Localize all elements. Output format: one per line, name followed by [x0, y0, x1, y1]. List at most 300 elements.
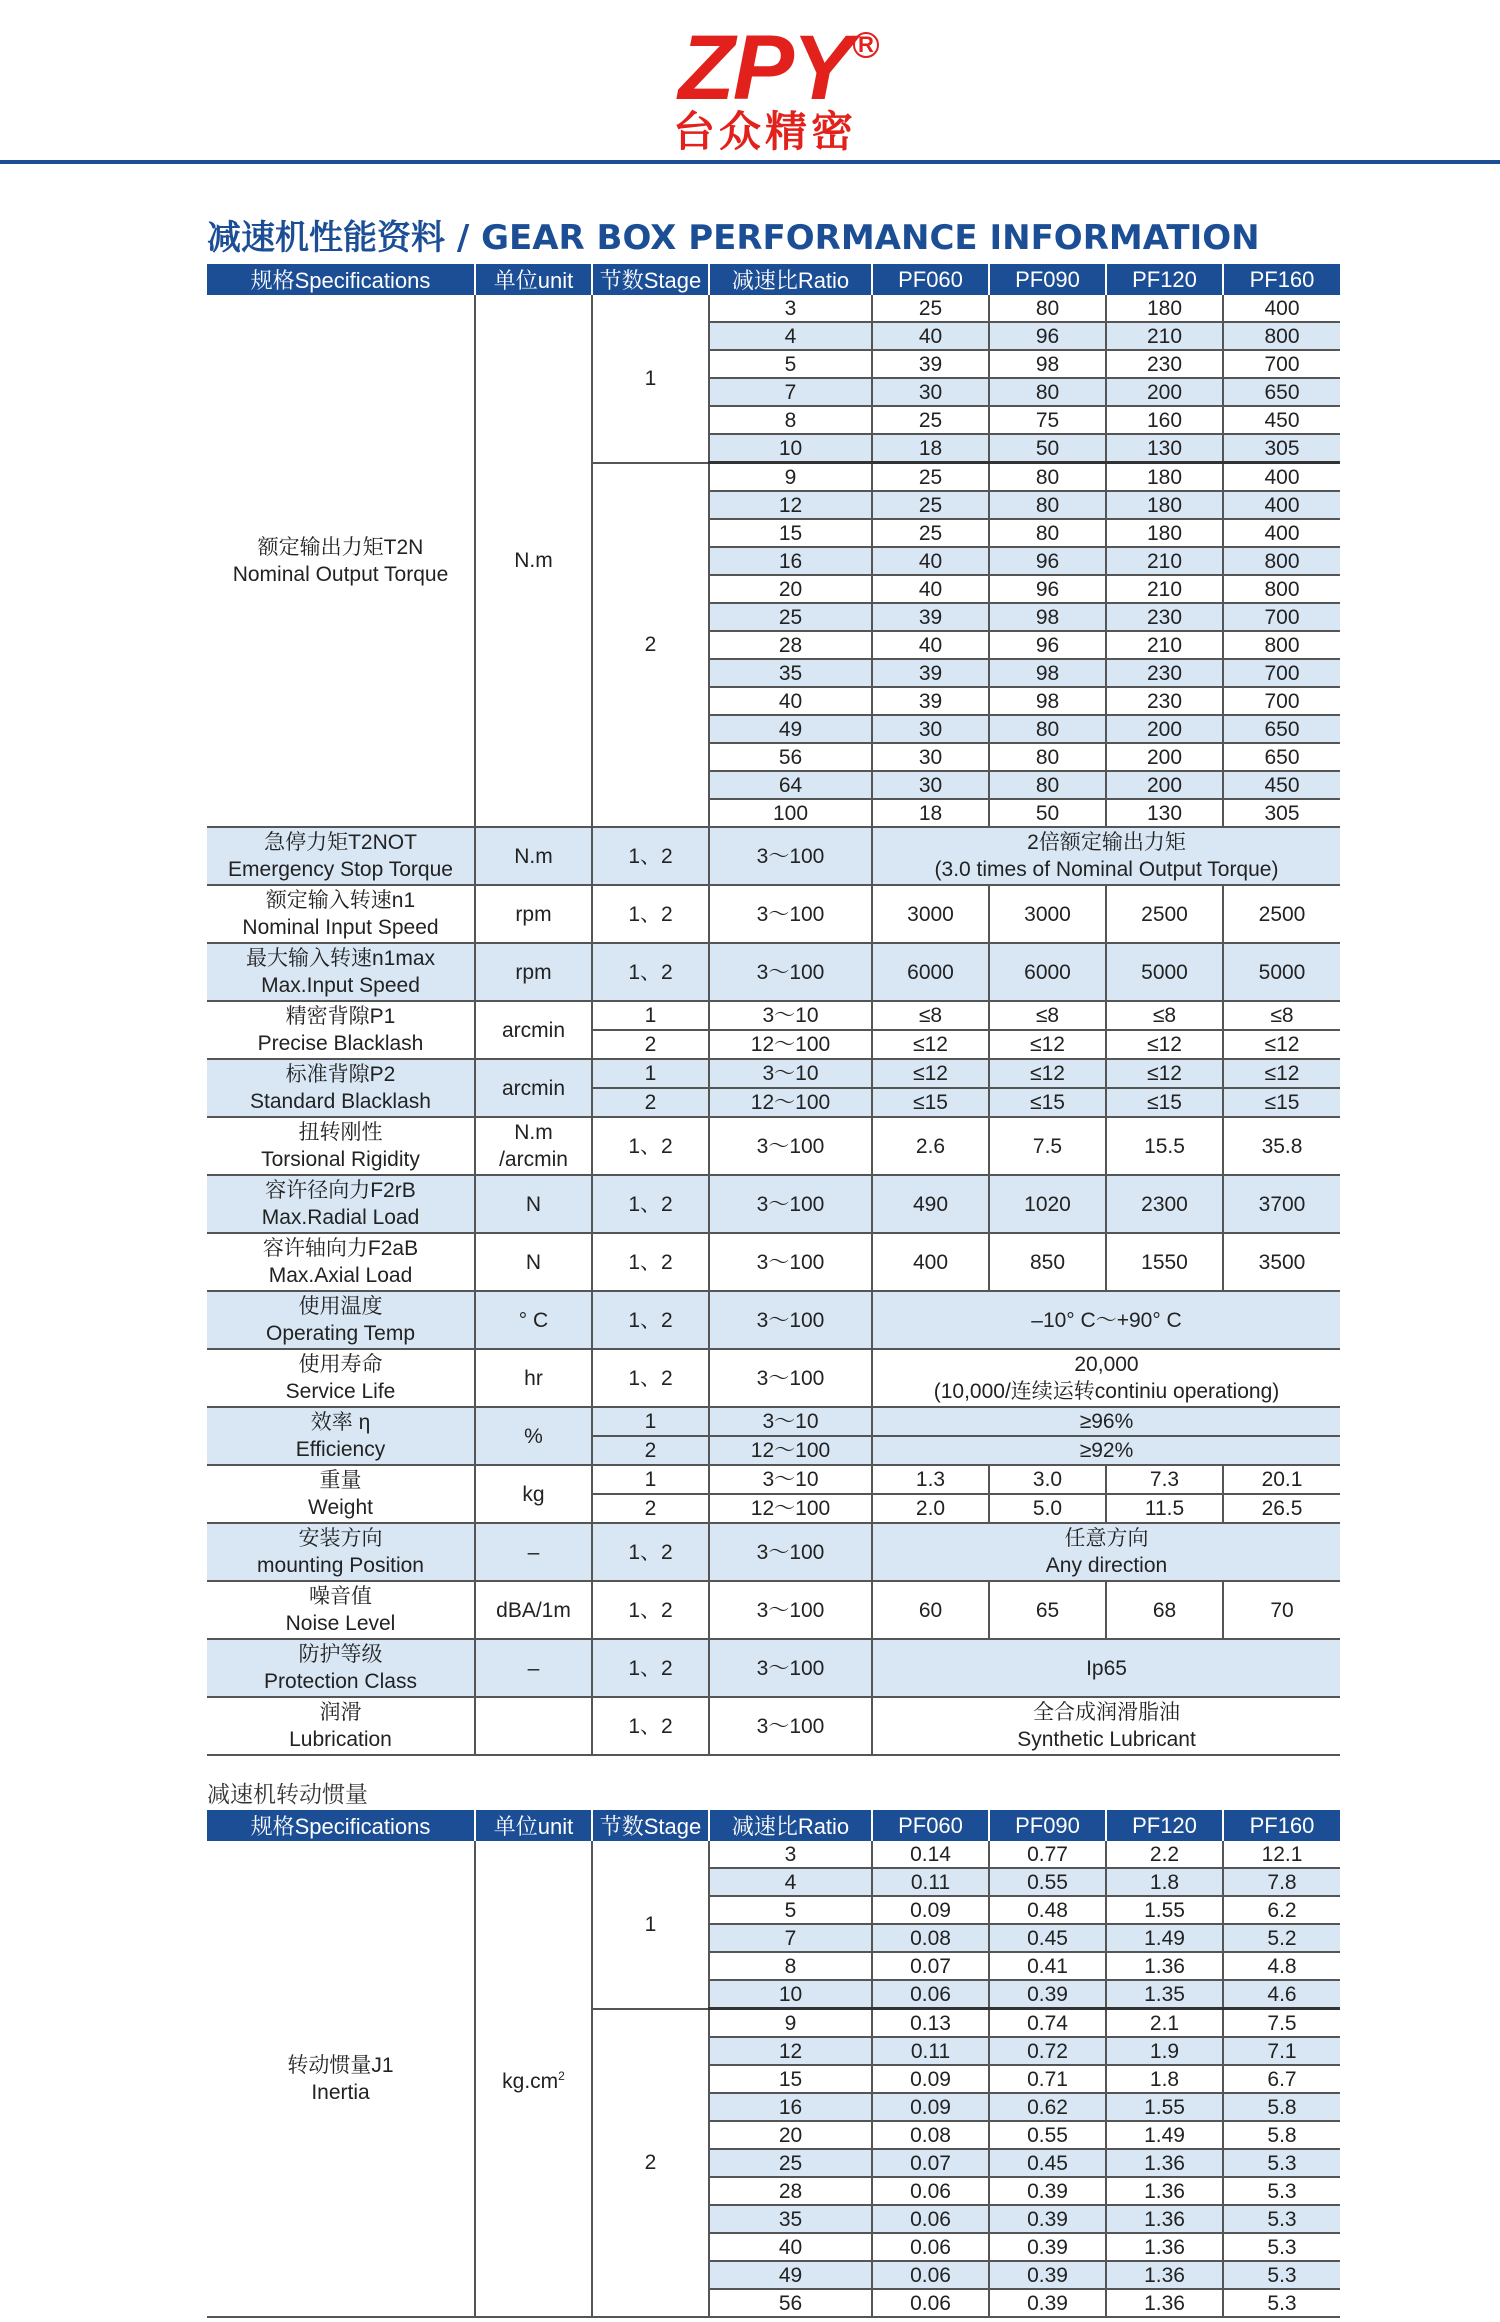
value-cell: 0.71	[989, 2065, 1106, 2093]
stage-cell: 2	[592, 1494, 709, 1523]
cell-line-en: Max.Input Speed	[261, 974, 420, 997]
value-cell: 5.3	[1223, 2289, 1340, 2317]
logo-chinese-name: 台众精密	[672, 107, 857, 156]
performance-table	[207, 264, 1340, 1756]
ratio-cell: 12～100	[709, 1494, 872, 1523]
value-cell: 800	[1223, 575, 1340, 603]
cell-line-en: Nominal Output Torque	[232, 562, 449, 586]
header-divider	[0, 160, 1500, 164]
cell-line-cn: 急停力矩T2NOT	[264, 831, 417, 854]
value-cell: 305	[1223, 799, 1340, 827]
ratio-cell: 3	[709, 1841, 872, 1868]
cell-line-en: /arcmin	[499, 1148, 568, 1171]
merged-value: Ip65	[872, 1639, 1340, 1697]
value-cell: 7.3	[1106, 1465, 1223, 1494]
cell-line-cn: 额定输入转速n1	[265, 889, 416, 912]
ratio-cell: 7	[709, 1924, 872, 1952]
cell-line-cn: 转动惯量J1	[287, 2053, 394, 2077]
value-cell: 1.35	[1106, 1980, 1223, 2009]
value-cell: 96	[989, 575, 1106, 603]
value-cell: 7.5	[989, 1117, 1106, 1175]
value-cell: ≤8	[1106, 1001, 1223, 1030]
ratio-cell: 3～100	[709, 943, 872, 1001]
cell-line-cn: 额定输出力矩T2N	[257, 535, 424, 559]
value-cell: 5.2	[1223, 1924, 1340, 1952]
value-cell: 1.9	[1106, 2037, 1223, 2065]
header-pf060: PF060	[872, 1810, 989, 1841]
header-stage: 节数Stage	[592, 1810, 709, 1841]
value-cell: 0.39	[989, 2177, 1106, 2205]
table-row	[207, 1639, 1340, 1697]
cell-line-en: Service Life	[285, 1380, 396, 1403]
value-cell: 400	[1223, 491, 1340, 519]
cell-line-cn: 任意方向	[1064, 1527, 1149, 1550]
value-cell: ≤12	[1106, 1059, 1223, 1088]
cell-line-cn: 容许轴向力F2aB	[262, 1237, 419, 1260]
merged-value	[872, 827, 1340, 885]
ratio-cell: 5	[709, 350, 872, 378]
ratio-cell: 3～10	[709, 1001, 872, 1030]
value-cell: 2300	[1106, 1175, 1223, 1233]
ratio-cell: 3～100	[709, 1175, 872, 1233]
value-cell: 20.1	[1223, 1465, 1340, 1494]
header-pf160: PF160	[1223, 1810, 1340, 1841]
header-specifications: 规格Specifications	[207, 1810, 475, 1841]
ratio-cell: 5	[709, 1896, 872, 1924]
ratio-cell: 49	[709, 2261, 872, 2289]
value-cell: 4.8	[1223, 1952, 1340, 1980]
header-unit: 单位unit	[475, 1810, 592, 1841]
value-cell: 0.39	[989, 2261, 1106, 2289]
spec-label	[207, 827, 475, 885]
unit-cell	[475, 1697, 592, 1755]
table-header-row	[207, 264, 1340, 295]
spec-label	[207, 1349, 475, 1407]
value-cell: 15.5	[1106, 1117, 1223, 1175]
cell-line-en: (10,000/连续运转continiu operationg)	[933, 1380, 1280, 1403]
value-cell: 39	[872, 603, 989, 631]
value-cell: 1.8	[1106, 2065, 1223, 2093]
value-cell: 80	[989, 715, 1106, 743]
value-cell: 700	[1223, 687, 1340, 715]
value-cell: 0.06	[872, 2261, 989, 2289]
value-cell: 5.0	[989, 1494, 1106, 1523]
stage-cell: 2	[592, 1436, 709, 1465]
ratio-cell: 3～100	[709, 1117, 872, 1175]
stage-cell: 1、2	[592, 1233, 709, 1291]
value-cell: 210	[1106, 575, 1223, 603]
value-cell: 40	[872, 575, 989, 603]
value-cell: 98	[989, 603, 1106, 631]
cell-line-cn: 全合成润滑脂油	[1033, 1701, 1180, 1724]
cell-line-cn: 容许径向力F2rB	[265, 1179, 416, 1202]
stage-cell: 1	[592, 1465, 709, 1494]
value-cell: 5.3	[1223, 2149, 1340, 2177]
unit-superscript: 2	[558, 2068, 565, 2083]
value-cell: 0.62	[989, 2093, 1106, 2121]
value-cell: ≤8	[872, 1001, 989, 1030]
value-cell: 305	[1223, 434, 1340, 463]
spec-label	[207, 1117, 475, 1175]
stage-cell: 2	[592, 463, 709, 828]
table-row	[207, 1523, 1340, 1581]
ratio-cell: 15	[709, 519, 872, 547]
cell-line-en: (3.0 times of Nominal Output Torque)	[934, 858, 1279, 881]
value-cell: 0.39	[989, 2205, 1106, 2233]
table-row	[207, 1175, 1340, 1233]
value-cell: 40	[872, 547, 989, 575]
header-pf060: PF060	[872, 264, 989, 295]
ratio-cell: 3～100	[709, 1697, 872, 1755]
value-cell: 5000	[1106, 943, 1223, 1001]
value-cell: ≤15	[1223, 1088, 1340, 1117]
header-pf120: PF120	[1106, 264, 1223, 295]
value-cell: 0.09	[872, 2093, 989, 2121]
ratio-cell: 56	[709, 2289, 872, 2317]
table-row	[207, 943, 1340, 1001]
value-cell: 700	[1223, 350, 1340, 378]
value-cell: 650	[1223, 715, 1340, 743]
ratio-cell: 3～100	[709, 1581, 872, 1639]
cell-line-en: Max.Radial Load	[261, 1206, 420, 1229]
value-cell: 400	[1223, 463, 1340, 492]
value-cell: ≤12	[872, 1059, 989, 1088]
value-cell: 6.7	[1223, 2065, 1340, 2093]
value-cell: 80	[989, 771, 1106, 799]
unit-text: kg.cm	[502, 2069, 559, 2093]
spec-label	[207, 1697, 475, 1755]
value-cell: 230	[1106, 603, 1223, 631]
merged-value: ≥92%	[872, 1436, 1340, 1465]
value-cell: 0.45	[989, 2149, 1106, 2177]
value-cell: 40	[872, 322, 989, 350]
header-pf160: PF160	[1223, 264, 1340, 295]
inertia-section-title: 减速机转动惯量	[207, 1782, 368, 1808]
ratio-cell: 20	[709, 575, 872, 603]
table-row	[207, 885, 1340, 943]
unit-cell: kg	[475, 1465, 592, 1523]
value-cell: 80	[989, 491, 1106, 519]
ratio-cell: 8	[709, 406, 872, 434]
unit-cell: rpm	[475, 943, 592, 1001]
cell-line-cn: 标准背隙P2	[285, 1063, 396, 1086]
spec-label	[207, 1059, 475, 1117]
ratio-cell: 3～100	[709, 1639, 872, 1697]
value-cell: 1.49	[1106, 1924, 1223, 1952]
value-cell: 6000	[989, 943, 1106, 1001]
ratio-cell: 12～100	[709, 1436, 872, 1465]
unit-cell: N	[475, 1175, 592, 1233]
cell-line-en: Standard Blacklash	[250, 1090, 431, 1113]
value-cell: 200	[1106, 743, 1223, 771]
value-cell: 0.08	[872, 1924, 989, 1952]
value-cell: 30	[872, 771, 989, 799]
header-unit: 单位unit	[475, 264, 592, 295]
value-cell: 1.36	[1106, 2205, 1223, 2233]
cell-line-cn: 润滑	[319, 1701, 362, 1724]
cell-line-cn: N.m	[514, 1121, 553, 1144]
stage-cell: 1、2	[592, 885, 709, 943]
header-pf090: PF090	[989, 264, 1106, 295]
spec-label	[207, 1407, 475, 1465]
spec-label	[207, 1233, 475, 1291]
ratio-cell: 40	[709, 2233, 872, 2261]
unit-cell: –	[475, 1523, 592, 1581]
value-cell: 180	[1106, 463, 1223, 492]
value-cell: 6000	[872, 943, 989, 1001]
value-cell: 210	[1106, 322, 1223, 350]
ratio-cell: 3～100	[709, 827, 872, 885]
value-cell: ≤12	[872, 1030, 989, 1059]
value-cell: 50	[989, 434, 1106, 463]
value-cell: 0.74	[989, 2009, 1106, 2038]
value-cell: 200	[1106, 771, 1223, 799]
cell-line-cn: 噪音值	[309, 1585, 372, 1608]
value-cell: 3.0	[989, 1465, 1106, 1494]
spec-label	[207, 1465, 475, 1523]
value-cell: 60	[872, 1581, 989, 1639]
ratio-cell: 4	[709, 1868, 872, 1896]
value-cell: 80	[989, 463, 1106, 492]
value-cell: 96	[989, 322, 1106, 350]
value-cell: 39	[872, 687, 989, 715]
table-row	[207, 1697, 1340, 1755]
value-cell: 0.39	[989, 1980, 1106, 2009]
value-cell: 1.55	[1106, 1896, 1223, 1924]
value-cell: 3700	[1223, 1175, 1340, 1233]
merged-value	[872, 1349, 1340, 1407]
value-cell: 25	[872, 491, 989, 519]
spec-label	[207, 943, 475, 1001]
value-cell: 6.2	[1223, 1896, 1340, 1924]
spec-label	[207, 1291, 475, 1349]
header-pf120: PF120	[1106, 1810, 1223, 1841]
value-cell: 650	[1223, 743, 1340, 771]
cell-line-cn: 2倍额定输出力矩	[1027, 831, 1186, 854]
value-cell: 0.11	[872, 2037, 989, 2065]
ratio-cell: 3～100	[709, 885, 872, 943]
unit-cell: hr	[475, 1349, 592, 1407]
value-cell: 0.11	[872, 1868, 989, 1896]
table-row	[207, 1001, 1340, 1030]
table-row	[207, 295, 1340, 322]
header-specifications: 规格Specifications	[207, 264, 475, 295]
value-cell: 2.0	[872, 1494, 989, 1523]
value-cell: 400	[872, 1233, 989, 1291]
stage-cell: 1、2	[592, 1639, 709, 1697]
value-cell: 30	[872, 743, 989, 771]
ratio-cell: 35	[709, 2205, 872, 2233]
value-cell: 5.8	[1223, 2093, 1340, 2121]
value-cell: 30	[872, 378, 989, 406]
value-cell: 400	[1223, 295, 1340, 322]
table-row	[207, 1841, 1340, 1868]
value-cell: 700	[1223, 603, 1340, 631]
value-cell: 5.3	[1223, 2205, 1340, 2233]
ratio-cell: 25	[709, 2149, 872, 2177]
ratio-cell: 3～10	[709, 1407, 872, 1436]
table-row	[207, 1581, 1340, 1639]
cell-line-cn: 扭转刚性	[298, 1121, 383, 1144]
unit-cell	[475, 1117, 592, 1175]
ratio-cell: 10	[709, 1980, 872, 2009]
unit-cell: N.m	[475, 295, 592, 827]
cell-line-en: mounting Position	[257, 1554, 424, 1577]
value-cell: ≤12	[1223, 1059, 1340, 1088]
value-cell: 180	[1106, 519, 1223, 547]
value-cell: 5.3	[1223, 2261, 1340, 2289]
value-cell: 1.36	[1106, 2149, 1223, 2177]
value-cell: 2500	[1223, 885, 1340, 943]
value-cell: 7.1	[1223, 2037, 1340, 2065]
value-cell: 230	[1106, 687, 1223, 715]
value-cell: 12.1	[1223, 1841, 1340, 1868]
value-cell: 210	[1106, 547, 1223, 575]
stage-cell: 1、2	[592, 1697, 709, 1755]
inertia-table	[207, 1810, 1340, 2318]
ratio-cell: 100	[709, 799, 872, 827]
value-cell: 80	[989, 519, 1106, 547]
cell-line-en: Emergency Stop Torque	[228, 858, 453, 881]
value-cell: 25	[872, 519, 989, 547]
value-cell: 0.07	[872, 2149, 989, 2177]
cell-line-cn: 防护等级	[298, 1643, 383, 1666]
value-cell: 0.39	[989, 2233, 1106, 2261]
value-cell: 0.48	[989, 1896, 1106, 1924]
table-row	[207, 1407, 1340, 1436]
stage-cell: 1	[592, 1841, 709, 2009]
ratio-cell: 10	[709, 434, 872, 463]
value-cell: ≤12	[1106, 1030, 1223, 1059]
value-cell: 1.36	[1106, 2233, 1223, 2261]
ratio-cell: 12	[709, 2037, 872, 2065]
value-cell: 800	[1223, 547, 1340, 575]
value-cell: 0.45	[989, 1924, 1106, 1952]
cell-line-en: Noise Level	[285, 1612, 396, 1635]
value-cell: 98	[989, 350, 1106, 378]
spec-label	[207, 885, 475, 943]
value-cell: 35.8	[1223, 1117, 1340, 1175]
ratio-cell: 15	[709, 2065, 872, 2093]
value-cell: 230	[1106, 350, 1223, 378]
ratio-cell: 16	[709, 547, 872, 575]
ratio-cell: 3～100	[709, 1233, 872, 1291]
table-row	[207, 1117, 1340, 1175]
spec-label	[207, 1581, 475, 1639]
ratio-cell: 3	[709, 295, 872, 322]
value-cell: 0.06	[872, 2289, 989, 2317]
header-pf090: PF090	[989, 1810, 1106, 1841]
cell-line-en: Inertia	[311, 2080, 370, 2104]
header-stage: 节数Stage	[592, 264, 709, 295]
spec-label	[207, 295, 475, 827]
cell-line-cn: 效率 η	[310, 1411, 371, 1434]
value-cell: 180	[1106, 295, 1223, 322]
stage-cell: 1	[592, 1001, 709, 1030]
value-cell: 0.06	[872, 2205, 989, 2233]
value-cell: 98	[989, 659, 1106, 687]
table-row	[207, 1349, 1340, 1407]
value-cell: 70	[1223, 1581, 1340, 1639]
header-ratio: 减速比Ratio	[709, 1810, 872, 1841]
value-cell: ≤15	[872, 1088, 989, 1117]
cell-line-en: Operating Temp	[265, 1322, 416, 1345]
value-cell: 490	[872, 1175, 989, 1233]
value-cell: 18	[872, 799, 989, 827]
table-row	[207, 1233, 1340, 1291]
ratio-cell: 40	[709, 687, 872, 715]
value-cell: 1.36	[1106, 2289, 1223, 2317]
value-cell: 1.36	[1106, 1952, 1223, 1980]
cell-line-en: Weight	[308, 1496, 373, 1519]
value-cell: 80	[989, 378, 1106, 406]
value-cell: 0.06	[872, 2233, 989, 2261]
value-cell: 850	[989, 1233, 1106, 1291]
table-header-row	[207, 1810, 1340, 1841]
stage-cell: 1	[592, 1407, 709, 1436]
table-row	[207, 1059, 1340, 1088]
ratio-cell: 3～100	[709, 1291, 872, 1349]
value-cell: 18	[872, 434, 989, 463]
value-cell: 65	[989, 1581, 1106, 1639]
value-cell: 0.41	[989, 1952, 1106, 1980]
cell-line-en: Max.Axial Load	[268, 1264, 413, 1287]
value-cell: 26.5	[1223, 1494, 1340, 1523]
stage-cell: 1、2	[592, 1117, 709, 1175]
value-cell: 130	[1106, 434, 1223, 463]
stage-cell: 1	[592, 295, 709, 463]
spec-label	[207, 1175, 475, 1233]
value-cell: 0.14	[872, 1841, 989, 1868]
value-cell: ≤8	[989, 1001, 1106, 1030]
stage-cell: 1、2	[592, 827, 709, 885]
value-cell: 200	[1106, 378, 1223, 406]
value-cell: ≤12	[989, 1030, 1106, 1059]
value-cell: ≤12	[1223, 1030, 1340, 1059]
value-cell: 50	[989, 799, 1106, 827]
value-cell: 1.49	[1106, 2121, 1223, 2149]
cell-line-cn: 精密背隙P1	[285, 1005, 396, 1028]
cell-line-cn: 最大输入转速n1max	[245, 947, 436, 970]
value-cell: 210	[1106, 631, 1223, 659]
spec-label	[207, 1523, 475, 1581]
ratio-cell: 20	[709, 2121, 872, 2149]
value-cell: 1.8	[1106, 1868, 1223, 1896]
stage-cell: 2	[592, 1030, 709, 1059]
value-cell: 3000	[989, 885, 1106, 943]
ratio-cell: 9	[709, 2009, 872, 2038]
value-cell: ≤8	[1223, 1001, 1340, 1030]
cell-line-en: Precise Blacklash	[257, 1032, 424, 1055]
value-cell: 5000	[1223, 943, 1340, 1001]
value-cell: 0.72	[989, 2037, 1106, 2065]
cell-line-cn: 重量	[319, 1469, 362, 1492]
cell-line-en: Torsional Rigidity	[261, 1148, 420, 1171]
value-cell: 0.55	[989, 2121, 1106, 2149]
value-cell: 0.39	[989, 2289, 1106, 2317]
value-cell: 160	[1106, 406, 1223, 434]
ratio-cell: 64	[709, 771, 872, 799]
cell-line-en: Nominal Input Speed	[242, 916, 439, 939]
value-cell: 200	[1106, 715, 1223, 743]
value-cell: 650	[1223, 378, 1340, 406]
unit-cell: %	[475, 1407, 592, 1465]
ratio-cell: 12～100	[709, 1030, 872, 1059]
value-cell: 39	[872, 350, 989, 378]
ratio-cell: 28	[709, 631, 872, 659]
spec-label	[207, 1001, 475, 1059]
ratio-cell: 16	[709, 2093, 872, 2121]
